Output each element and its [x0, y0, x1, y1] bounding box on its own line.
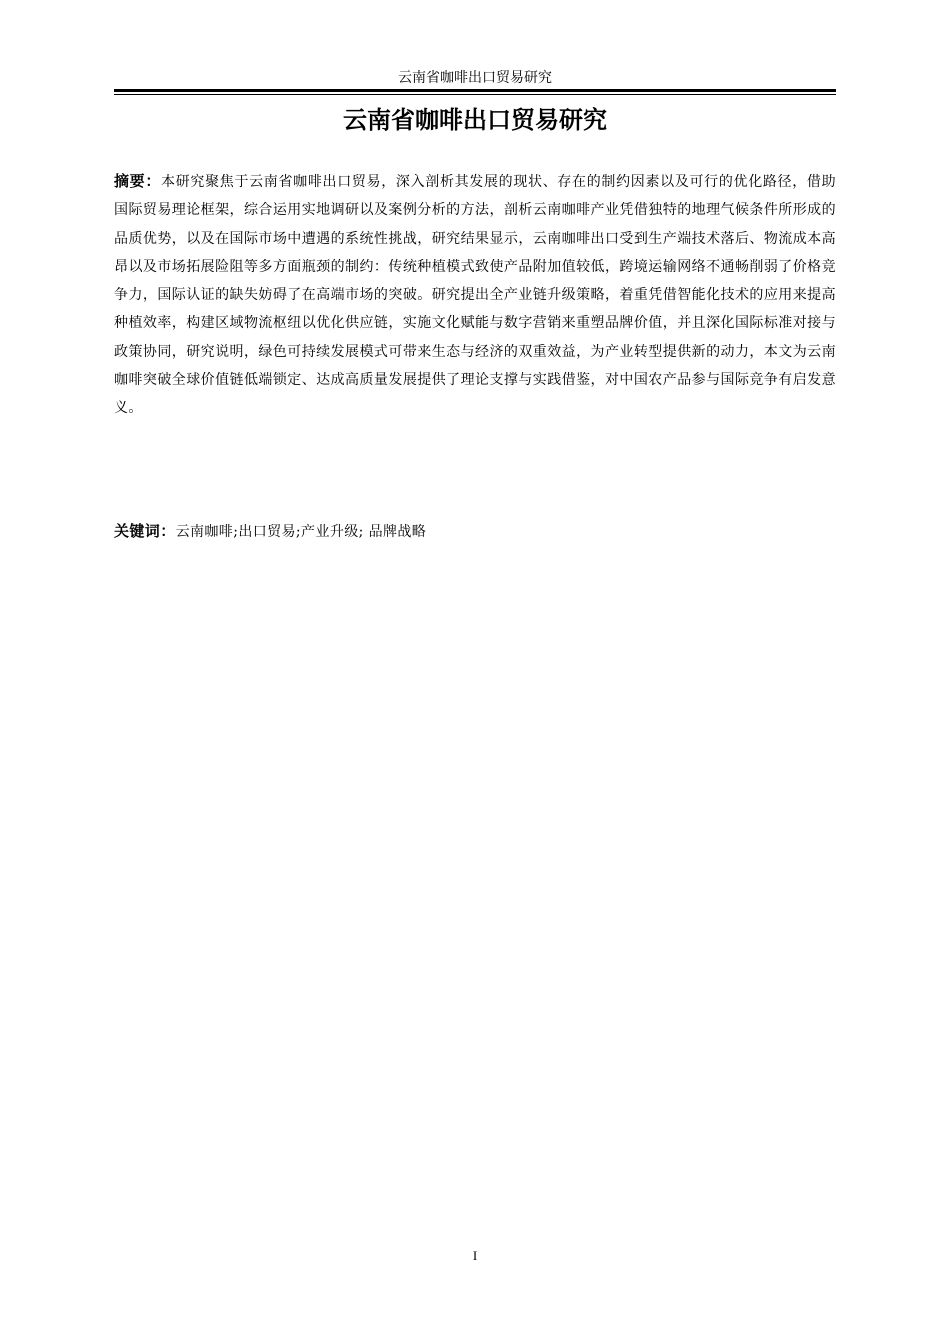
keywords-text: 云南咖啡;出口贸易;产业升级; 品牌战略 [175, 524, 427, 540]
abstract-paragraph [114, 167, 836, 423]
keywords-label: 关键词： [114, 522, 176, 540]
keywords-paragraph [114, 517, 836, 546]
header-rule-thin [114, 94, 836, 95]
document-title: 云南省咖啡出口贸易研究 [343, 106, 607, 134]
page-number: I [472, 1248, 478, 1263]
running-header: 云南省咖啡出口贸易研究 [398, 70, 552, 86]
abstract-text: 本研究聚焦于云南省咖啡出口贸易，深入剖析其发展的现状、存在的制约因素以及可行的优化路径，借助国际贸易理论框架，综合运用实地调研以及案例分析的方法，剖析云南咖啡产业凭借独特的地理气候条件所形成的品质优势，以及在国际市场中遭遇的系统性挑战，研究结果显示，云南咖啡出口受到生产端技术落后、物流成本高昂以及市场拓展险阻等多方面瓶颈的制约：传统种植模式致使产品附加值较低，跨境运输网络不通畅削弱了价格竞争力，国际认证的缺失妨碍了在高端市场的突破。研究提出全产业链升级策略，着重凭借智能化技术的应用来提高种植效率，构建区域物流枢纽以优化供应链，实施文化赋能与数字营销来重塑品牌价值，并且深化国际标准对接与政策协同，研究说明，绿色可持续发展模式可带来生态与经济的双重效益，为产业转型提供新的动力，本文为云南咖啡突破全球价值链低端锁定、达成高质量发展提供了理论支撑与实践借鉴，对中国农产品参与国际竞争有启发意义。 [114, 174, 836, 417]
abstract-label: 摘要： [114, 172, 162, 190]
header-rule-thick [114, 89, 836, 92]
